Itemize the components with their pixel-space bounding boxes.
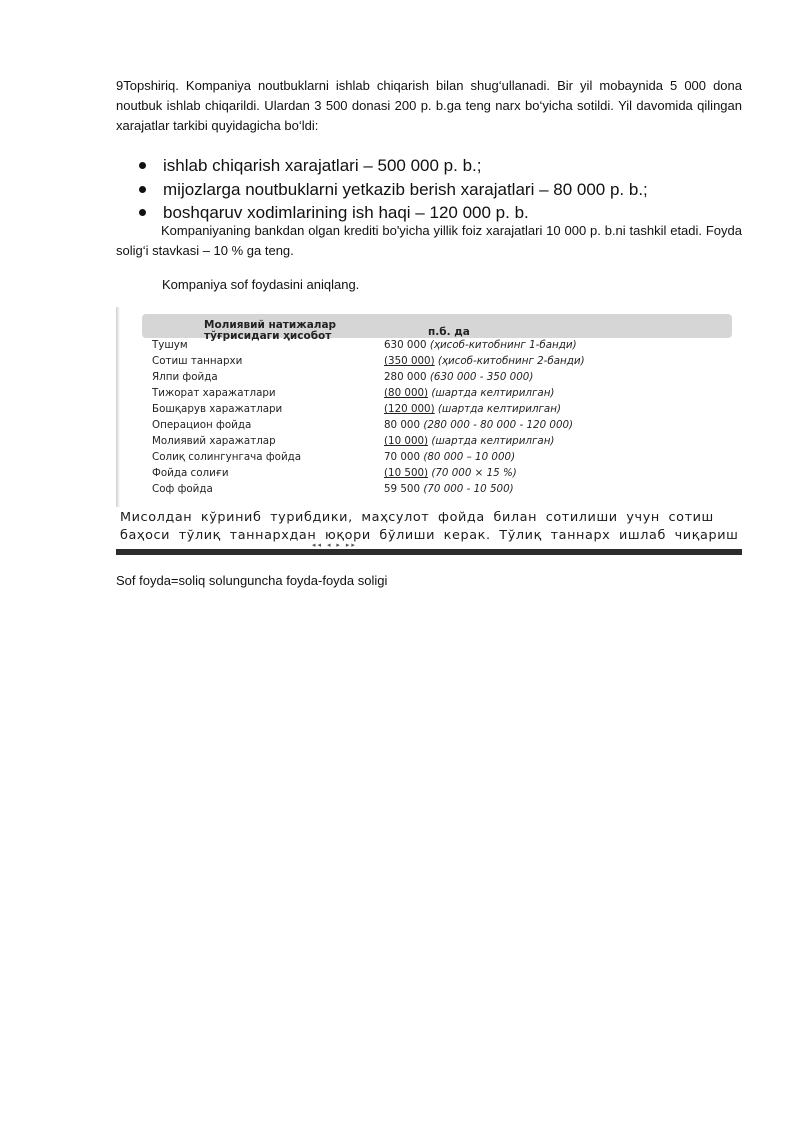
row-label: Солиқ солингунгача фойда: [152, 451, 302, 463]
table-row: [152, 371, 732, 387]
row-note: (630 000 - 350 000): [429, 371, 534, 383]
row-label: Соф фойда: [152, 483, 213, 495]
row-label: Тушум: [152, 339, 188, 351]
row-amount: (10 500): [384, 467, 429, 479]
viewer-toolbar-icons: ◂◂ ◂ ▸ ▸▸: [312, 542, 357, 549]
table-row: [152, 403, 732, 419]
report-unit: п.б. да: [428, 326, 470, 338]
row-label: Фойда солиғи: [152, 467, 229, 479]
report-rows: [152, 339, 732, 499]
bullet-icon: [139, 186, 146, 193]
task-paragraph: 9Topshiriq. Kompaniya noutbuklarni ishlab chiqarish bilan shug‘ullanadi. Bir yil mobaynida 5 000 dona noutbuk ishlab chiqarildi. Ulardan 3 500 donasi 200 p. b.ga teng narx bo‘yicha sotildi. Yil davomida qilingan xarajatlar tarkibi quyidagicha bo‘ldi:: [116, 78, 742, 133]
row-note: (шартда келтирилган): [437, 403, 561, 415]
expense-list: [138, 154, 648, 225]
credit-paragraph: Kompaniyaning bankdan olgan krediti bo'yicha yillik foiz xarajatlari 10 000 p. b.ni tashkil etadi. Foyda solig‘i stavkasi – 10 % ga teng.: [116, 223, 742, 258]
table-row: [152, 419, 732, 435]
report-header: [142, 314, 732, 342]
financial-report-image: [116, 307, 742, 555]
row-note: (шартда келтирилган): [431, 435, 555, 447]
row-amount: (350 000): [384, 355, 435, 367]
report-title: Молиявий натижалар тўғрисидаги ҳисобот: [204, 319, 337, 342]
row-label: Сотиш таннархи: [152, 355, 243, 367]
table-row: [152, 355, 732, 371]
row-note: (80 000 – 10 000): [423, 451, 516, 463]
row-amount: (80 000): [384, 387, 429, 399]
row-note: (ҳисоб-китобнинг 2-банди): [437, 355, 585, 367]
row-amount: 70 000: [384, 451, 421, 463]
table-row: [152, 467, 732, 483]
row-amount: (120 000): [384, 403, 435, 415]
list-item: boshqaruv xodimlarining ish haqi – 120 000 p. b.: [138, 201, 648, 225]
formula-text: Sof foyda=soliq solunguncha foyda-foyda soligi: [116, 573, 388, 588]
bullet-icon: [139, 162, 146, 169]
row-amount: 280 000: [384, 371, 427, 383]
question-text: Kompaniya sof foydasini aniqlang.: [162, 277, 360, 292]
row-amount: 59 500: [384, 483, 421, 495]
row-label: Тижорат харажатлари: [152, 387, 276, 399]
table-row: [152, 387, 732, 403]
table-row: [152, 483, 732, 499]
row-amount: 80 000: [384, 419, 421, 431]
row-note: (70 000 × 15 %): [431, 467, 517, 479]
caption-line: баҳоси тўлиқ таннархдан юқори бўлиши керак. Тўлиқ таннарх ишлаб чиқариш: [120, 528, 739, 543]
row-label: Операцион фойда: [152, 419, 252, 431]
row-amount: (10 000): [384, 435, 429, 447]
row-note: (ҳисоб-китобнинг 1-банди): [429, 339, 577, 351]
table-row: [152, 339, 732, 355]
list-item: mijozlarga noutbuklarni yetkazib berish xarajatlari – 80 000 p. b.;: [138, 178, 648, 202]
caption-line: Мисолдан кўриниб турибдики, маҳсулот фойда билан сотилиши учун сотиш: [120, 510, 714, 525]
row-note: (70 000 - 10 500): [423, 483, 514, 495]
row-amount: 630 000: [384, 339, 427, 351]
row-note: (280 000 - 80 000 - 120 000): [423, 419, 574, 431]
scan-edge-shadow: [116, 307, 120, 507]
row-note: (шартда келтирилган): [431, 387, 555, 399]
row-label: Молиявий харажатлар: [152, 435, 276, 447]
table-row: [152, 435, 732, 451]
table-row: [152, 451, 732, 467]
list-item: ishlab chiqarish xarajatlari – 500 000 p. b.;: [138, 154, 648, 178]
bullet-icon: [139, 209, 146, 216]
row-label: Ялпи фойда: [152, 371, 218, 383]
viewer-bottom-bar: [116, 549, 742, 555]
row-label: Бошқарув харажатлари: [152, 403, 283, 415]
